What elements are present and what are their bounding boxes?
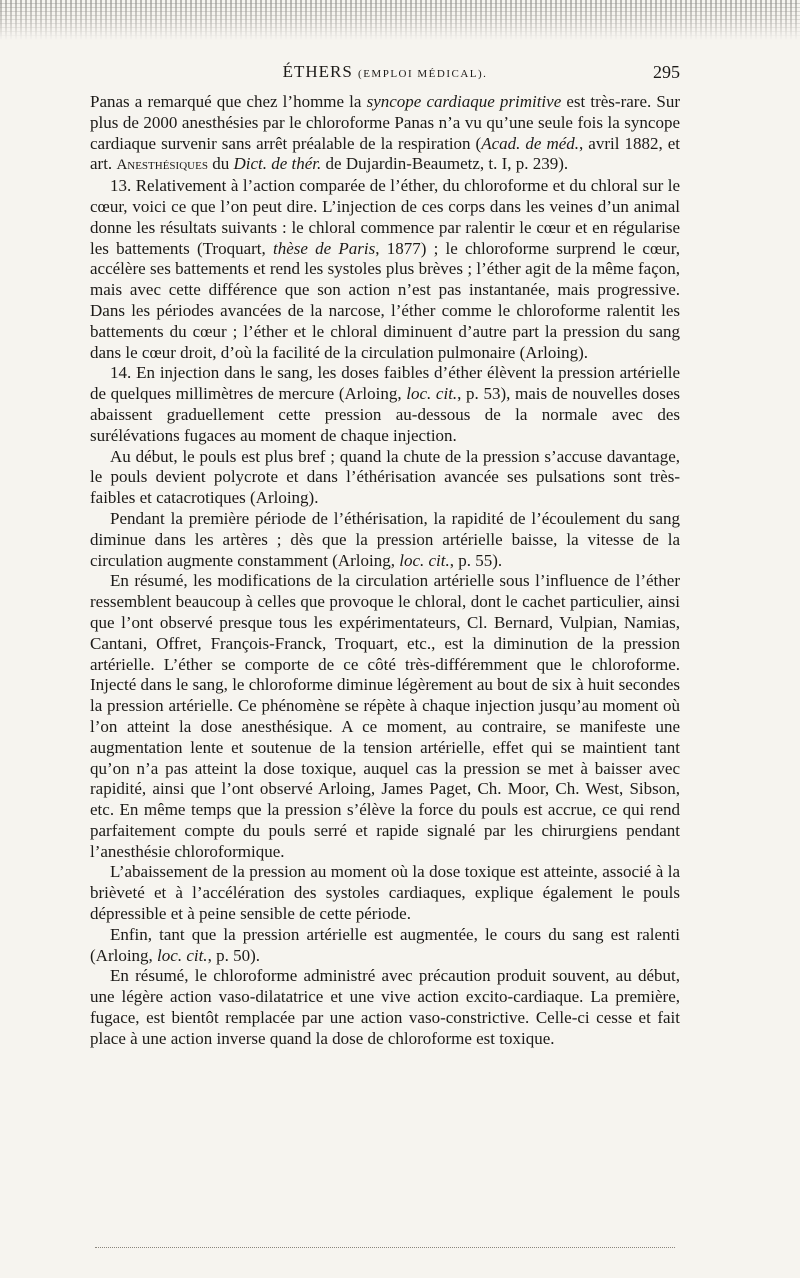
paragraph (90, 176, 680, 363)
text-run: , 1877) ; le chloroforme surprend le cœur, accélère ses battements et rend les systoles plus brèves ; l’éther agit de la même façon, mais avec cette différence que son action n’est pas instantanée, mais progressive. Dans les périodes avancées de la narcose, l’éther comme le chloroforme ralentit les battements du cœur ; l’éther et le chloral diminuent d’autre part la pression du sang dans le cœur droit, d’où la facilité de la circulation pulmonaire (Arloing). (90, 238, 680, 362)
text-run: , avril 1882, et art. (90, 133, 680, 174)
text-run: du (207, 154, 234, 174)
italic-text: Dict. de thér. (233, 154, 322, 174)
page-header (90, 62, 680, 86)
paragraph (90, 862, 680, 924)
italic-text: thèse de Paris (272, 238, 376, 258)
text-run: 14. En injection dans le sang, les doses faibles d’éther élèvent la pression artérielle de quelques millimètres de mercure (Arloing, (90, 363, 680, 404)
text-run: Pendant la première période de l’éthérisation, la rapidité de l’écoulement du sang diminue dans les artères ; dès que la pression artérielle baisse, la vitesse de la circulation augmente constamment (Arloing, (90, 508, 680, 570)
italic-text: loc. cit. (406, 384, 458, 404)
paragraph (90, 571, 680, 862)
text-run: En résumé, le chloroforme administré avec précaution produit souvent, au début, une légère action vaso-dilatatrice et une vive action excito-cardiaque. La première, fugace, est bientôt remplacée par une action vaso-constrictive. Celle-ci cesse et fait place à une action inverse quand la dose de chloroforme est toxique. (90, 966, 680, 1048)
text-run: 13. Relativement à l’action comparée de l’éther, du chloroforme et du chloral sur le cœur, voici ce que l’on peut dire. L’injection de ces corps dans les veines d’un animal donne les résultats suivants : le chloral commence par ralentir le cœur et en régularise les battements (Troquart, (90, 176, 680, 258)
text-run: est très-rare. Sur plus de 2000 anesthésies par le chloroforme Panas n’a vu qu’une seule fois la syncope cardiaque survenir sans arrêt préalable de la respiration ( (90, 92, 680, 153)
running-title-subtitle: (EMPLOI MÉDICAL). (358, 68, 488, 80)
text-run: de Dujardin-Beaumetz, t. I, p. 239). (321, 154, 569, 174)
text-run: , p. 53), mais de nouvelles doses abaissent graduellement cette pression au-dessous de la normale avec des surélévations fugaces au moment de chaque injection. (90, 384, 680, 445)
italic-text: loc. cit. (399, 550, 450, 570)
text-run: , p. 55). (449, 550, 503, 570)
text-run: Panas a remarqué que chez l’homme la (90, 92, 367, 111)
page-number: 295 (653, 62, 680, 82)
text-run: En résumé, les modifications de la circulation artérielle sous l’influence de l’éther ressemblent beaucoup à celles que provoque le chloral, dont le cachet particulier, ainsi que l’ont observé presque tous les expérimentateurs, Cl. Bernard, Vulpian, Namias, Cantani, Offret, François-Franck, Troquart, etc., est la diminution de la pression artérielle. L’éther se comporte de ce côté très-différemment que le chloroforme. Injecté dans le sang, le chloroforme diminue légèrement au bout de six à huit secondes la pression artérielle. Ce phénomène se répète à chaque injection jusqu’au moment où l’on atteint la dose anesthésique. A ce moment, au contraire, se manifeste une augmentation lente et soutenue de la tension artérielle, effet qui se maintient tant qu’on n’a pas atteint la dose toxique, auquel cas la pression se met à baisser avec rapidité, ainsi que l’ont observé Arloing, James Paget, Ch. Moor, Ch. West, Sibson, etc. En même temps que la pression s’élève la force du pouls est accrue, ce qui rend parfaitement compte du pouls serré et rapide signalé par les chirurgiens pendant l’anesthésie chloroformique. (90, 571, 680, 861)
paragraph (90, 925, 680, 967)
text-run: Enfin, tant que la pression artérielle est augmentée, le cours du sang est ralenti (Arloing, (90, 924, 680, 965)
bottom-dotted-rule (95, 1247, 675, 1248)
paragraph (90, 92, 680, 176)
small-caps-text: Anesthésiques (116, 157, 208, 174)
text-run: , p. 50). (207, 945, 260, 965)
paragraph (90, 509, 680, 571)
paragraph (90, 447, 680, 509)
paragraph (90, 966, 680, 1049)
paragraph (90, 363, 680, 446)
running-title (90, 62, 680, 82)
scan-noise-band (0, 0, 800, 40)
page-body (90, 92, 680, 1050)
text-run: Au début, le pouls est plus bref ; quand la chute de la pression s’accuse davantage, le pouls devient polycrote et dans l’éthérisation avancée ses pulsations sont très-faibles et catacrotiques (Arloing). (90, 446, 680, 508)
running-title-main: ÉTHERS (282, 62, 353, 81)
italic-text: Acad. de méd. (481, 133, 580, 153)
text-run: L’abaissement de la pression au moment où la dose toxique est atteinte, associé à la brièveté et à l’accélération des systoles cardiaques, explique également le pouls dépressible et à peine sensible de cette période. (90, 862, 680, 924)
italic-text: syncope cardiaque primitive (366, 92, 562, 111)
italic-text: loc. cit. (157, 945, 208, 965)
